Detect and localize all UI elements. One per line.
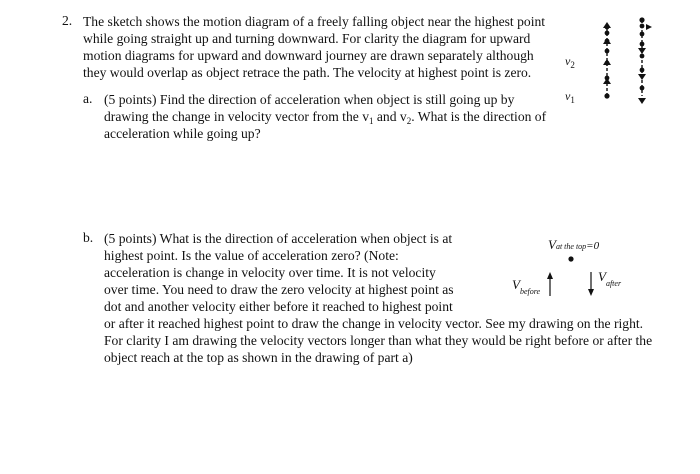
before-velocity-arrow bbox=[547, 272, 553, 296]
part-b-line-2: highest point. Is the value of acceleration zero? (Note: bbox=[104, 248, 399, 263]
top-velocity-dot bbox=[568, 256, 573, 261]
part-b-label: b. bbox=[83, 230, 94, 245]
v2-label: $v_2$ bbox=[565, 54, 575, 70]
question-number: 2. bbox=[62, 13, 73, 28]
v1-label: $v_1$ bbox=[565, 89, 575, 105]
upward-motion-column bbox=[603, 22, 611, 99]
intro-line-3: motion diagrams for upward and downward journey are drawn separately although bbox=[83, 48, 534, 63]
part-b-line-4: over time. You need to draw the zero velocity at highest point as bbox=[104, 282, 454, 297]
intro-line-4: they would overlap as object retrace the path. The velocity at highest point is zero. bbox=[83, 65, 532, 80]
part-a-line-3: acceleration while going up? bbox=[104, 126, 261, 141]
part-b-line-8: object reach at the top as shown in the drawing of part a) bbox=[104, 350, 413, 365]
v-after-label: $V_{after}$ bbox=[598, 269, 622, 288]
v-before-label: $V_{before}$ bbox=[512, 277, 541, 296]
part-a-line-2: drawing the change in velocity vector from the $v_1$ and $v_2$. What is the direction of bbox=[104, 109, 547, 126]
part-b-line-5: dot and another velocity either before it reached to highest point bbox=[104, 299, 453, 314]
motion-diagram bbox=[560, 8, 670, 108]
part-a-line-1: (5 points) Find the direction of acceleration when object is still going up by bbox=[104, 92, 515, 107]
part-a-label: a. bbox=[83, 91, 93, 106]
intro-line-2: while going straight up and turning downward. For clarity the diagram for upward bbox=[83, 31, 531, 46]
downward-motion-column bbox=[638, 17, 652, 104]
part-b-line-6: or after it reached highest point to draw the change in velocity vector. See my drawing on the right. bbox=[104, 316, 644, 331]
part-b-line-1: (5 points) What is the direction of acceleration when object is at bbox=[104, 231, 453, 246]
intro-line-1: The sketch shows the motion diagram of a freely falling object near the highest point bbox=[83, 14, 546, 29]
after-velocity-arrow bbox=[588, 272, 594, 296]
part-b-line-7: For clarity I am drawing the velocity vectors longer than what they would be right before or after the bbox=[104, 333, 653, 348]
part-b-line-3: acceleration is change in velocity over time. It is not velocity bbox=[104, 265, 436, 280]
v-at-top-label: Vat the top=0 bbox=[548, 237, 600, 252]
